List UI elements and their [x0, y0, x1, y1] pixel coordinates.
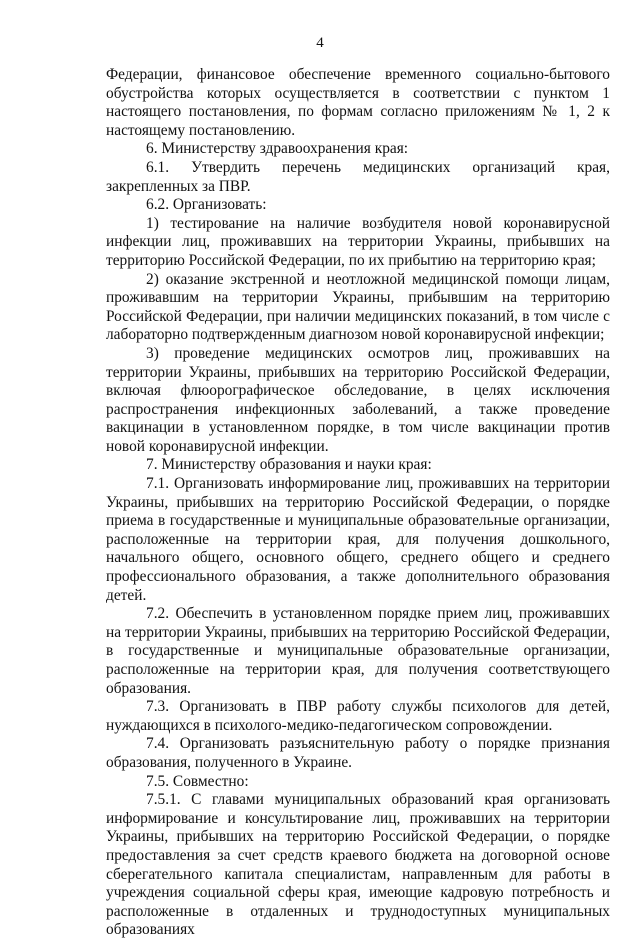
paragraph-7-5-1: 7.5.1. С главами муниципальных образований края организовать информирование и консультирование лиц, проживавших на территории Украины, прибывших на территорию Российской Федерации, о порядке предоставления за счет средств краевого бюджета на договорной основе сберегательного капитала специалистам, направленным для работы в учреждения социальной сферы края, имеющие кадровую потребность и расположенные в отдаленных и труднодоступных муниципальных образованиях — [106, 791, 610, 939]
document-body — [106, 66, 610, 940]
paragraph-7-3: 7.3. Организовать в ПВР работу службы психологов для детей, нуждающихся в психолого-медико-педагогическом сопровождении. — [106, 698, 610, 734]
paragraph-7-4: 7.4. Организовать разъяснительную работу о порядке признания образования, полученного в Украине. — [106, 735, 610, 771]
paragraph-7-2: 7.2. Обеспечить в установленном порядке прием лиц, проживавших на территории Украины, прибывших на территорию Российской Федерации, в государственные и муниципальные образовательные организации, расположенные на территории края, для получения соответствующего образования. — [106, 605, 610, 697]
paragraph-6-1: 6.1. Утвердить перечень медицинских организаций края, закрепленных за ПВР. — [106, 158, 610, 195]
paragraph-6-2-item-3: 3) проведение медицинских осмотров лиц, проживавших на территории Украины, прибывших на территорию Российской Федерации, включая флюорографическое обследование, в целях исключения распространения инфекционных заболеваний, а также проведение вакцинации в установленном порядке, в том числе вакцинации против новой коронавирусной инфекции. — [106, 344, 610, 455]
paragraph-6-2-item-1: 1) тестирование на наличие возбудителя новой коронавирусной инфекции лиц, проживавших на территории Украины, прибывших на территорию Российской Федерации, по их прибытию на территорию края; — [106, 214, 610, 269]
paragraph-6-2: 6.2. Организовать: — [146, 196, 267, 214]
paragraph-6-2-item-2: 2) оказание экстренной и неотложной медицинской помощи лицам, проживавшим на территории Украины, прибывшим на территорию Российской Федерации, при наличии медицинских показаний, в том числе с лабораторно подтвержденным диагнозом новой коронавирусной инфекции; — [106, 270, 610, 344]
paragraph-section-7: 7. Министерству образования и науки края: — [146, 456, 432, 474]
paragraph-7-1: 7.1. Организовать информирование лиц, проживавших на территории Украины, прибывших на территорию Российской Федерации, о порядке приема в государственные и муниципальные образовательные организации, расположенные на территории края, для получения дошкольного, начального общего, основного общего, среднего общего и среднего профессионального образования, а также дополнительного образования детей. — [106, 475, 610, 604]
paragraph-continuation: Федерации, финансовое обеспечение временного социально-бытового обустройства которых осуществляется в соответствии с пунктом 1 настоящего постановления, по формам согласно приложениям № 1, 2 к настоящему постановлению. — [106, 66, 610, 139]
paragraph-7-5: 7.5. Совместно: — [146, 772, 249, 790]
paragraph-section-6: 6. Министерству здравоохранения края: — [146, 140, 409, 158]
page-number: 4 — [316, 35, 324, 51]
